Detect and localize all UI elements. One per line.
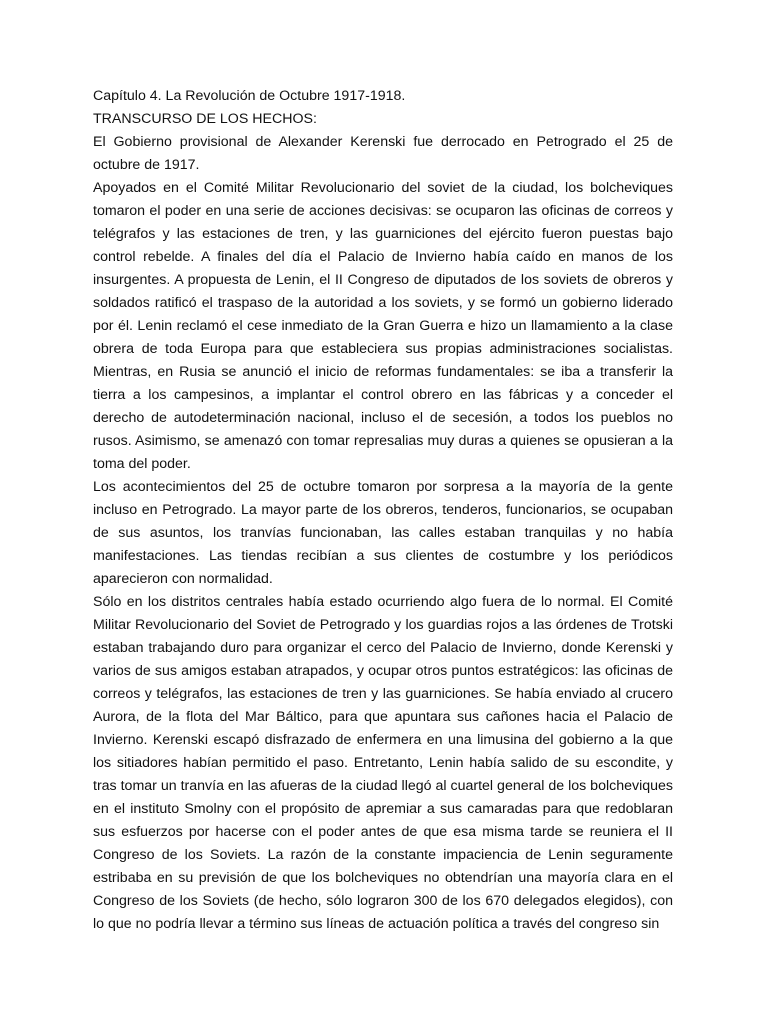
section-heading: TRANSCURSO DE LOS HECHOS: <box>93 111 317 127</box>
document-body <box>93 85 673 936</box>
paragraph-4: Sólo en los distritos centrales había estado ocurriendo algo fuera de lo normal. El Comité Militar Revolucionario del Soviet de Petrogrado y los guardias rojos a las órdenes de Trotski estaban trabajando duro para organizar el cerco del Palacio de Invierno, donde Kerenski y varios de sus amigos estaban atrapados, y ocupar otros puntos estratégicos: las oficinas de correos y telégrafos, las estaciones de tren y las guarniciones. Se había enviado al crucero Aurora, de la flota del Mar Báltico, para que apuntara sus cañones hacia el Palacio de Invierno. Kerenski escapó disfrazado de enfermera en una limusina del gobierno a la que los sitiadores habían permitido el paso. Entretanto, Lenin había salido de su escondite, y tras tomar un tranvía en las afueras de la ciudad llegó al cuartel general de los bolcheviques en el instituto Smolny con el propósito de apremiar a sus camaradas para que redoblaran sus esfuerzos por hacerse con el poder antes de que esa misma tarde se reuniera el II Congreso de los Soviets. La razón de la constante impaciencia de Lenin seguramente estribaba en su previsión de que los bolcheviques no obtendrían una mayoría clara en el Congreso de los Soviets (de hecho, sólo lograron 300 de los 670 delegados elegidos), con lo que no podría llevar a término sus líneas de actuación política a través del congreso sin <box>93 594 673 932</box>
paragraph-3: Los acontecimientos del 25 de octubre tomaron por sorpresa a la mayoría de la gente incluso en Petrogrado. La mayor parte de los obreros, tenderos, funcionarios, se ocupaban de sus asuntos, los tranvías funcionaban, las calles estaban tranquilas y no había manifestaciones. Las tiendas recibían a sus clientes de costumbre y los periódicos aparecieron con normalidad. <box>93 479 673 587</box>
chapter-title: Capítulo 4. La Revolución de Octubre 1917-1918. <box>93 88 406 104</box>
paragraph-1: El Gobierno provisional de Alexander Kerenski fue derrocado en Petrogrado el 25 de octubre de 1917. <box>93 134 673 173</box>
paragraph-2: Apoyados en el Comité Militar Revolucionario del soviet de la ciudad, los bolcheviques tomaron el poder en una serie de acciones decisivas: se ocuparon las oficinas de correos y telégrafos y las estaciones de tren, y las guarniciones del ejército fueron puestas bajo control rebelde. A finales del día el Palacio de Invierno había caído en manos de los insurgentes. A propuesta de Lenin, el II Congreso de diputados de los soviets de obreros y soldados ratificó el traspaso de la autoridad a los soviets, y se formó un gobierno liderado por él. Lenin reclamó el cese inmediato de la Gran Guerra e hizo un llamamiento a la clase obrera de toda Europa para que estableciera sus propias administraciones socialistas. Mientras, en Rusia se anunció el inicio de reformas fundamentales: se iba a transferir la tierra a los campesinos, a implantar el control obrero en las fábricas y a conceder el derecho de autodeterminación nacional, incluso el de secesión, a todos los pueblos no rusos. Asimismo, se amenazó con tomar represalias muy duras a quienes se opusieran a la toma del poder. <box>93 180 673 472</box>
